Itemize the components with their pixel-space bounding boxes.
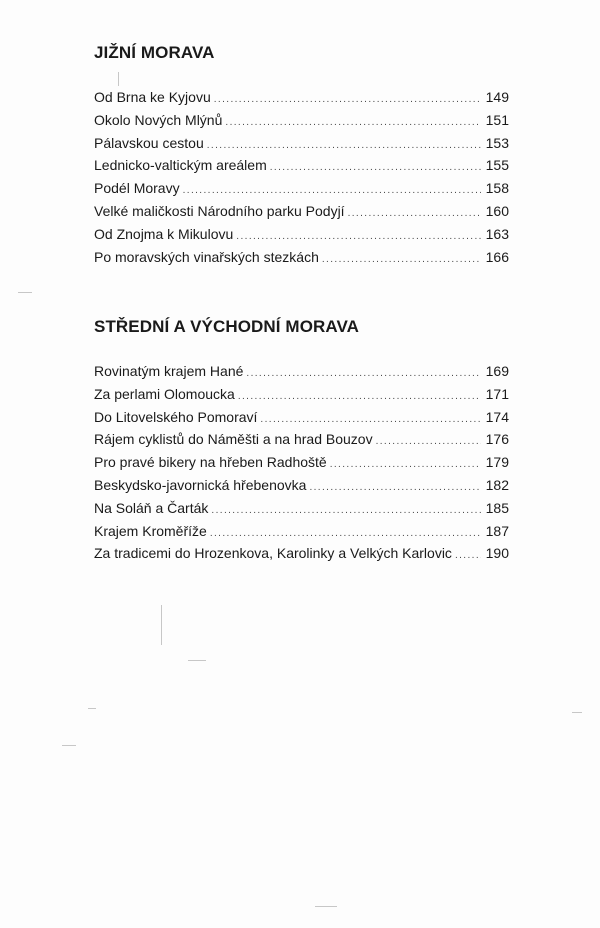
scan-mark — [62, 745, 76, 746]
toc-entry-title: Od Brna ke Kyjovu — [94, 89, 211, 105]
toc-entry-page: 174 — [485, 408, 509, 425]
dot-leader — [322, 249, 481, 272]
toc-entry-page: 153 — [485, 134, 509, 151]
dot-leader — [309, 477, 481, 500]
dot-leader — [238, 386, 481, 409]
toc-entry-title: Rájem cyklistů do Náměšti a na hrad Bouzov — [94, 431, 373, 448]
toc-entry-title: Po moravských vinařských stezkách — [94, 248, 319, 265]
toc-entry-page: 155 — [485, 157, 509, 174]
toc-entry — [94, 451, 509, 474]
toc-entry — [94, 406, 509, 429]
toc-entry-title: Pálavskou cestou — [94, 134, 204, 151]
toc-entry — [94, 109, 509, 132]
dot-leader — [214, 89, 481, 112]
toc-entry — [94, 223, 509, 246]
toc-entry-page: 187 — [485, 522, 509, 539]
toc-entry-page: 169 — [485, 363, 509, 379]
toc-entry-title: Rovinatým krajem Hané — [94, 363, 244, 379]
toc-entry-title: Za tradicemi do Hrozenkova, Karolinky a Velkých Karlovic — [94, 545, 452, 562]
toc-entry-page: 185 — [485, 499, 509, 516]
toc-entry — [94, 383, 509, 406]
toc-entry-page: 182 — [485, 476, 509, 493]
toc-entry-page: 158 — [485, 180, 509, 197]
toc-entry — [94, 86, 509, 109]
scan-mark — [188, 660, 206, 661]
toc-entry-title: Lednicko-valtickým areálem — [94, 157, 267, 174]
toc-entry-title: Velké maličkosti Národního parku Podyjí — [94, 202, 345, 219]
scan-mark — [572, 712, 582, 713]
toc-entry-page: 151 — [485, 111, 509, 128]
toc-entry-title: Na Soláň a Čarták — [94, 499, 209, 516]
dot-leader — [348, 203, 481, 226]
toc-entry — [94, 520, 509, 543]
toc-entry — [94, 497, 509, 520]
toc-entry — [94, 177, 509, 200]
toc-entry — [94, 542, 509, 565]
toc-entry — [94, 474, 509, 497]
toc-entry-title: Krajem Kroměříže — [94, 522, 207, 539]
scan-mark — [161, 605, 162, 645]
toc-entry — [94, 200, 509, 223]
toc-entry — [94, 132, 509, 155]
dot-leader — [211, 500, 481, 523]
toc-entry-title: Za perlami Olomoucka — [94, 385, 235, 402]
dot-leader — [246, 363, 481, 386]
toc-section-stredni-a-vychodni-morava — [94, 314, 509, 565]
toc-entry-page: 176 — [485, 431, 509, 448]
dot-leader — [455, 545, 481, 568]
toc-entry-page: 163 — [485, 225, 509, 242]
toc-entry-page: 171 — [485, 385, 509, 402]
toc-entry-title: Beskydsko-javornická hřebenovka — [94, 476, 307, 493]
scan-mark — [118, 72, 119, 86]
section-heading: JIŽNÍ MORAVA — [94, 43, 215, 62]
toc-entry-title: Do Litovelského Pomoraví — [94, 408, 258, 425]
dot-leader — [225, 112, 481, 135]
toc-entry — [94, 360, 509, 383]
toc-entry-title: Okolo Nových Mlýnů — [94, 111, 223, 128]
toc-entry-page: 190 — [485, 545, 509, 562]
dot-leader — [270, 157, 481, 180]
dot-leader — [330, 454, 481, 477]
toc-entry-page: 149 — [485, 89, 509, 105]
toc-entry-title: Pro pravé bikery na hřeben Radhoště — [94, 454, 327, 471]
toc-entry — [94, 154, 509, 177]
scan-mark — [18, 292, 32, 293]
scan-mark — [88, 708, 96, 709]
toc-entry — [94, 428, 509, 451]
dot-leader — [376, 431, 481, 454]
toc-entry — [94, 246, 509, 269]
toc-entry-page: 160 — [485, 202, 509, 219]
toc-entry-page: 166 — [485, 248, 509, 265]
scan-mark — [315, 906, 337, 907]
toc-list — [94, 86, 509, 268]
toc-list — [94, 360, 509, 565]
toc-entry-title: Podél Moravy — [94, 180, 180, 197]
section-heading: STŘEDNÍ A VÝCHODNÍ MORAVA — [94, 317, 360, 336]
toc-entry-title: Od Znojma k Mikulovu — [94, 225, 234, 242]
toc-entry-page: 179 — [485, 454, 509, 471]
toc-section-jizni-morava — [94, 40, 509, 268]
